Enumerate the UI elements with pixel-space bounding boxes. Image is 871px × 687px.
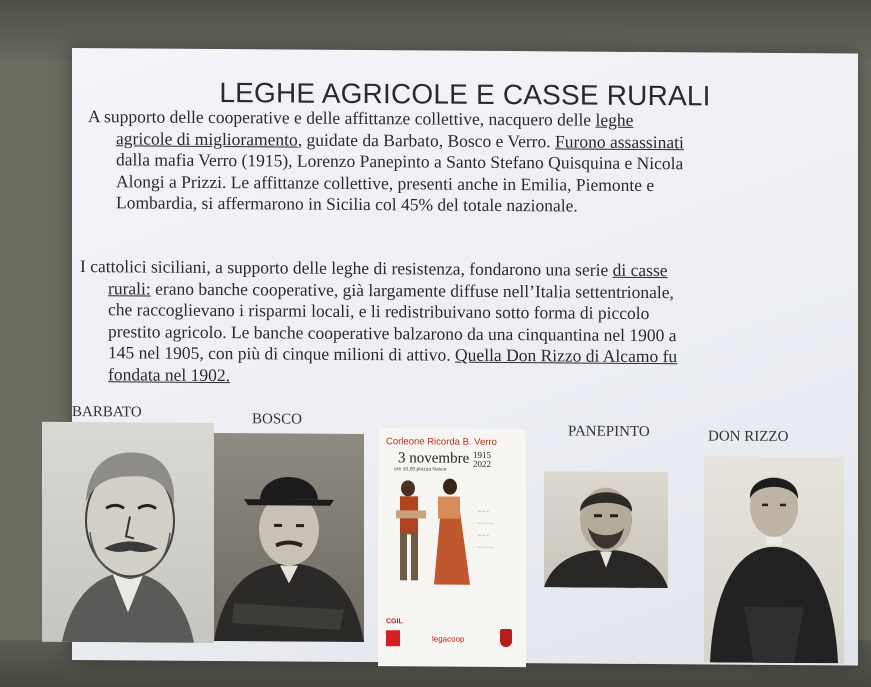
text-line: rurali: erano banche cooperative, già largamente diffuse nell’Italia settentrionale, [108,277,674,302]
label-bosco: BOSCO [252,411,303,428]
text-line: prestito agricolo. Le banche cooperative balzarono da una cinquantina nel 1900 a [108,320,677,345]
commemoration-poster [378,428,526,667]
svg-text:~ ~ ~ ~: ~ ~ ~ ~ [478,521,493,527]
cgil-logo: CGIL [386,618,403,626]
portrait-panepinto [544,471,668,588]
coat-of-arms-icon [500,629,512,647]
text-line: Lombardia, si affermarono in Sicilia col 45% del totale nazionale. [116,192,578,216]
legacoop-logo: legacoop [432,634,465,644]
portrait-bosco [214,433,364,642]
poster-date: 3 novembre 1915 2022 [398,449,491,469]
text-line: Alongi a Prizzi. Le affittanze collettive, presenti anche in Emilia, Piemonte e [116,170,655,195]
projected-slide [72,48,858,665]
paragraph-casse-rurali [80,256,830,390]
text-line: I cattolici siciliani, a supporto delle leghe di resistenza, fondarono una serie di casse [80,256,668,281]
label-panepinto: PANEPINTO [568,423,650,441]
label-barbato: BARBATO [72,404,142,421]
text-line: dalla mafia Verro (1915), Lorenzo Panepinto a Santo Stefano Quisquina e Nicola [116,149,684,174]
slide-title: LEGHE AGRICOLE E CASSE RURALI [219,77,711,112]
svg-text:~ ~ ~ ~: ~ ~ ~ ~ [478,545,493,551]
text-line: che raccoglievano i risparmi locali, e li redistribuivano sotto forma di piccolo [108,299,650,324]
text-line: fondata nel 1902. [108,363,230,385]
text-line: A supporto delle cooperative e delle affittanze collettive, nacquero delle leghe [88,106,634,130]
label-don-rizzo: DON RIZZO [708,428,789,446]
poster-subline: ore 10,00 piazza Nasce [394,466,447,473]
text-line: 145 nel 1905, con più di cinque milioni di attivo. Quella Don Rizzo di Alcamo fu [108,342,678,367]
text-line: agricole di miglioramento, guidate da Barbato, Bosco e Verro. Furono assassinati [116,127,684,152]
paragraph-leghe [88,106,828,219]
poster-title: Corleone Ricorda B. Verro [386,436,497,448]
poster-illustration [378,472,526,613]
portrait-don-rizzo [704,456,844,663]
svg-text:~ ~ ~: ~ ~ ~ [478,533,489,539]
cgil-mark [386,630,400,646]
portrait-barbato [42,422,214,643]
svg-text:~ ~ ~: ~ ~ ~ [478,509,489,515]
